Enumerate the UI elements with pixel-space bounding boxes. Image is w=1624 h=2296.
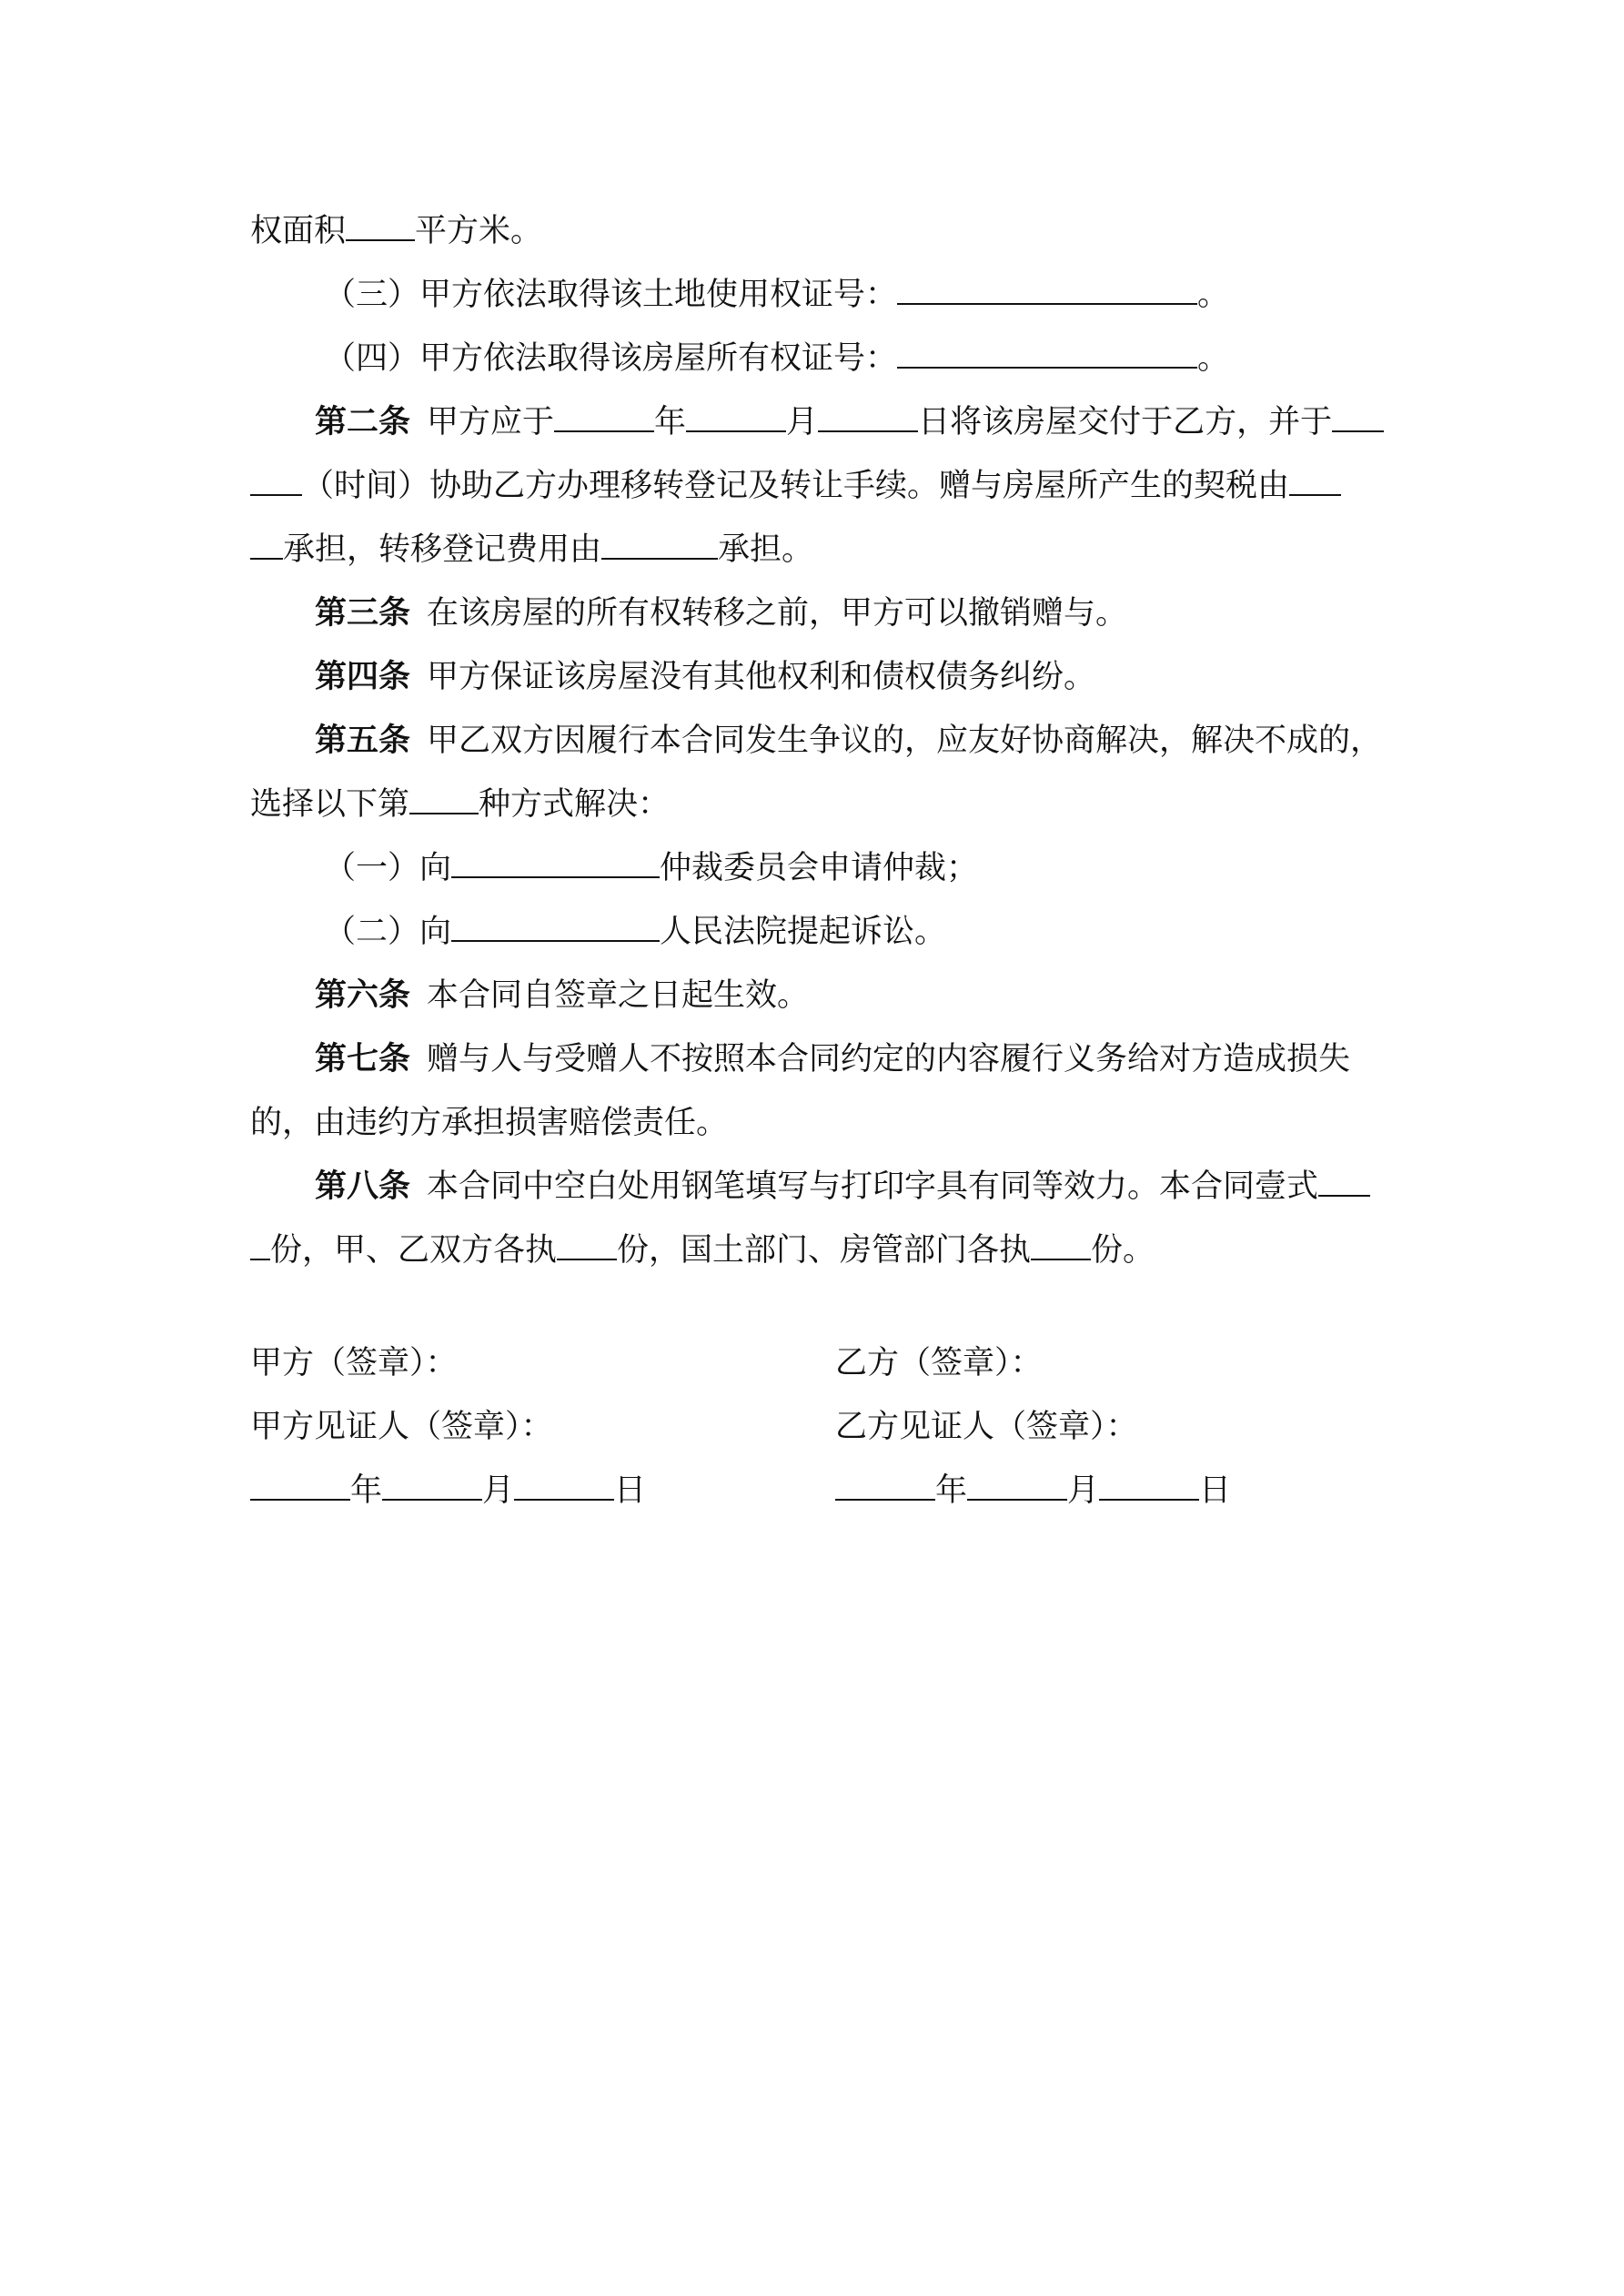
time-blank-cont[interactable] xyxy=(250,463,302,496)
article-7-text: 的，由违约方承担损害赔偿责任。 xyxy=(250,1105,729,1141)
article-2-line-2 xyxy=(250,462,1341,510)
article-8-title: 第八条 xyxy=(315,1168,411,1205)
area-blank[interactable] xyxy=(346,208,415,241)
article-4-text: 甲方保证该房屋没有其他权利和债权债务纠纷。 xyxy=(427,659,1096,695)
house-cert-label: （四）甲方依法取得该房屋所有权证号： xyxy=(324,340,898,377)
article-3-text: 在该房屋的所有权转移之前，甲方可以撤销赠与。 xyxy=(427,595,1128,632)
land-cert-label: （三）甲方依法取得该土地使用权证号： xyxy=(324,277,898,313)
copies-total-blank[interactable] xyxy=(1318,1164,1370,1197)
article-5-line-1 xyxy=(315,717,1382,764)
article-2-text: 承担。 xyxy=(718,531,814,568)
year-label: 年 xyxy=(654,404,687,440)
method-choice-blank[interactable] xyxy=(409,782,479,814)
house-cert-blank[interactable] xyxy=(897,336,1197,369)
party-a-month-blank[interactable] xyxy=(382,1468,482,1501)
day-label: 日 xyxy=(614,1472,647,1509)
article-8-text: 份。 xyxy=(1091,1232,1155,1269)
tax-party-blank-cont[interactable] xyxy=(250,527,283,560)
tax-party-blank[interactable] xyxy=(1289,463,1341,496)
party-b-month-blank[interactable] xyxy=(967,1468,1067,1501)
area-line xyxy=(250,207,542,255)
article-8-text: 份，国土部门、房管部门各执 xyxy=(617,1232,1032,1269)
month-label: 月 xyxy=(482,1472,515,1509)
party-a-signature-label: 甲方（签章）： xyxy=(250,1345,458,1381)
day-label: 日 xyxy=(1199,1472,1232,1509)
article-6-line xyxy=(315,972,809,1019)
article-2-line-3 xyxy=(250,526,813,573)
party-a-day-blank[interactable] xyxy=(514,1468,614,1501)
option-1-text: （一）向 xyxy=(324,850,452,886)
fee-party-blank[interactable] xyxy=(601,527,718,560)
article-5-title: 第五条 xyxy=(315,722,411,759)
area-label: 权面积 xyxy=(250,213,347,249)
article-7-text: 赠与人与受赠人不按照本合同约定的内容履行义务给对方造成损失 xyxy=(427,1041,1351,1077)
period: 。 xyxy=(1197,277,1230,313)
article-3-title: 第三条 xyxy=(315,594,411,632)
party-b-signature-label: 乙方（签章）： xyxy=(835,1345,1043,1381)
option-2-text: 人民法院提起诉讼。 xyxy=(660,914,947,950)
party-b-day-blank[interactable] xyxy=(1099,1468,1199,1501)
option-2-text: （二）向 xyxy=(324,914,452,950)
article-6-text: 本合同自签章之日起生效。 xyxy=(427,977,810,1014)
article-5-text: 甲乙双方因履行本合同发生争议的，应友好协商解决，解决不成的， xyxy=(427,723,1383,759)
party-b-signature xyxy=(835,1340,1043,1387)
copies-departments-blank[interactable] xyxy=(1031,1228,1091,1260)
party-a-date xyxy=(250,1467,646,1514)
article-5-text: 选择以下第 xyxy=(250,786,410,823)
article-2-text: 甲方应于 xyxy=(427,404,555,440)
option-2-line xyxy=(324,908,946,956)
year-label: 年 xyxy=(350,1472,383,1509)
witness-b-signature-label: 乙方见证人（签章）： xyxy=(835,1409,1138,1445)
article-5-line-2 xyxy=(250,781,670,828)
delivery-year-blank[interactable] xyxy=(554,400,654,432)
article-4-line xyxy=(315,653,1095,701)
witness-a-signature-label: 甲方见证人（签章）： xyxy=(250,1409,553,1445)
article-6-title: 第六条 xyxy=(315,976,411,1014)
year-label: 年 xyxy=(935,1472,968,1509)
option-1-line xyxy=(324,845,978,892)
month-label: 月 xyxy=(786,404,819,440)
witness-b-signature xyxy=(835,1403,1138,1451)
option-1-text: 仲裁委员会申请仲裁； xyxy=(660,850,979,886)
article-7-line-2 xyxy=(250,1099,728,1147)
land-cert-blank[interactable] xyxy=(897,272,1197,305)
article-5-text: 种方式解决： xyxy=(479,786,671,823)
house-cert-line xyxy=(324,335,1229,382)
delivery-day-blank[interactable] xyxy=(818,400,918,432)
area-unit: 平方米。 xyxy=(415,213,543,249)
party-a-signature xyxy=(250,1340,458,1387)
article-8-line-1 xyxy=(315,1163,1370,1210)
time-blank[interactable] xyxy=(1332,400,1384,432)
witness-a-signature xyxy=(250,1403,553,1451)
arbitration-blank[interactable] xyxy=(451,845,660,878)
article-4-title: 第四条 xyxy=(315,658,411,695)
article-3-line xyxy=(315,590,1127,637)
party-a-year-blank[interactable] xyxy=(250,1468,350,1501)
article-7-line-1 xyxy=(315,1036,1350,1083)
land-cert-line xyxy=(324,271,1229,319)
copies-total-blank-cont[interactable] xyxy=(250,1228,270,1260)
article-2-text: 承担，转移登记费用由 xyxy=(283,531,602,568)
article-2-text: 日将该房屋交付于乙方，并于 xyxy=(918,404,1333,440)
article-2-text: （时间）协助乙方办理移转登记及转让手续。赠与房屋所产生的契税由 xyxy=(302,468,1290,504)
party-b-year-blank[interactable] xyxy=(835,1468,935,1501)
period: 。 xyxy=(1197,340,1230,377)
copies-parties-blank[interactable] xyxy=(557,1228,617,1260)
article-8-text: 本合同中空白处用钢笔填写与打印字具有同等效力。本合同壹式 xyxy=(427,1168,1319,1205)
article-8-line-2 xyxy=(250,1227,1155,1274)
article-7-title: 第七条 xyxy=(315,1040,411,1077)
article-2-title: 第二条 xyxy=(315,403,411,440)
delivery-month-blank[interactable] xyxy=(686,400,786,432)
article-2-line-1 xyxy=(315,399,1384,446)
court-blank[interactable] xyxy=(451,909,660,942)
month-label: 月 xyxy=(1067,1472,1100,1509)
article-8-text: 份，甲、乙双方各执 xyxy=(270,1232,558,1269)
party-b-date xyxy=(835,1467,1231,1514)
